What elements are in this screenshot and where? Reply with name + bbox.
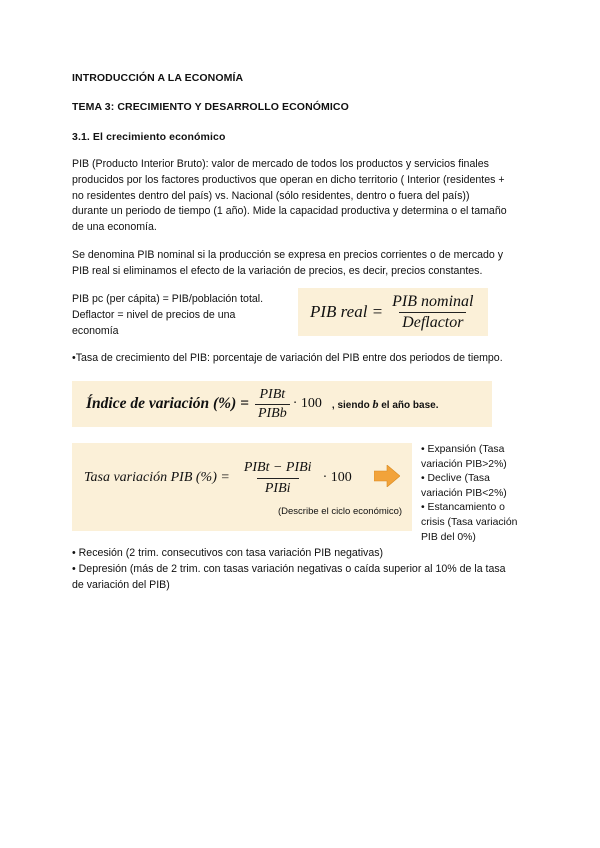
indice-note-pre: , siendo [331, 399, 373, 411]
ciclo-line: • Expansión (Tasa [421, 444, 505, 455]
tasa-lhs: Tasa variación PIB (%) = [84, 470, 230, 485]
pib-pc-line: Deflactor = nivel de precios de una [72, 308, 236, 321]
doc-title: INTRODUCCIÓN A LA ECONOMÍA [72, 72, 244, 84]
recesion-item: • Recesión (2 trim. consecutivos con tasa variación PIB negativas) [72, 547, 384, 559]
pib-real-formula [298, 288, 488, 336]
indice-multiplier: · 100 [292, 396, 322, 411]
ciclo-line: PIB del 0%) [421, 531, 476, 543]
depresion-line: de variación del PIB) [72, 578, 170, 591]
formula-fraction [389, 293, 476, 332]
tasa-caption: (Describe el ciclo económico) [278, 506, 403, 517]
nominal-real-paragraph [72, 248, 542, 280]
arrow-right-icon [374, 465, 400, 487]
indice-note-var: b [372, 396, 379, 411]
ciclo-list [421, 443, 541, 545]
pib-line: producidos por los factores productivos que operan en dicho territorio ( Interior (residentes + [72, 173, 505, 186]
indice-lhs: Índice de variación (%) = [86, 395, 249, 412]
depresion-line: • Depresión (más de 2 trim. con tasas variación negativas o caída superior al 10% de la tasa [72, 563, 506, 575]
pib-line: durante un periodo de tiempo (1 año). Mide la capacidad productiva y determina o el tamaño [72, 205, 507, 218]
section-title: 3.1. El crecimiento económico [72, 131, 226, 143]
indice-note [332, 397, 439, 412]
ciclo-line: • Estancamiento o [421, 502, 505, 514]
tasa-intro: •Tasa de crecimiento del PIB: porcentaje de variación del PIB entre dos periodos de tiempo. [72, 352, 503, 364]
pib-definition-paragraph [72, 157, 542, 236]
pib-pc-block [72, 292, 287, 339]
topic-title: TEMA 3: CRECIMIENTO Y DESARROLLO ECONÓMICO [72, 101, 349, 113]
depresion-item [72, 562, 552, 594]
ciclo-line: crisis (Tasa variación [421, 516, 518, 528]
ciclo-line: • Declive (Tasa [421, 473, 490, 485]
indice-formula [72, 381, 492, 427]
tasa-formula [72, 443, 412, 531]
indice-numerator: PIBt [259, 386, 286, 402]
pib-pc-line: PIB pc (per cápita) = PIB/población total. [72, 293, 264, 305]
tasa-denominator: PIBi [257, 478, 299, 497]
pib-pc-line: economía [72, 324, 119, 337]
indice-denominator: PIBb [255, 404, 290, 422]
formula-denominator: Deflactor [399, 312, 466, 332]
indice-fraction [255, 387, 290, 422]
nominal-line: Se denomina PIB nominal si la producción se expresa en precios corrientes o de mercado y [72, 249, 504, 261]
nominal-line: PIB real si eliminamos el efecto de la variación de precios, es decir, precios constantes. [72, 264, 483, 277]
pib-line: PIB (Producto Interior Bruto): valor de mercado de todos los productos y servicios finales [72, 158, 489, 170]
ciclo-line: variación PIB<2%) [421, 487, 507, 499]
formula-lhs: PIB real = [310, 302, 384, 321]
formula-numerator: PIB nominal [392, 292, 474, 310]
indice-note-post: el año base. [378, 399, 439, 411]
tasa-fraction [236, 460, 320, 497]
ciclo-line: variación PIB>2%) [421, 458, 507, 470]
pib-line: no residentes dentro del país) vs. Nacional (sólo residentes, dentro o fuera del país)) [72, 189, 470, 202]
pib-line: de una economía. [72, 221, 157, 234]
tasa-multiplier: · 100 [322, 470, 352, 485]
tasa-numerator: PIBt − PIBi [243, 459, 312, 475]
